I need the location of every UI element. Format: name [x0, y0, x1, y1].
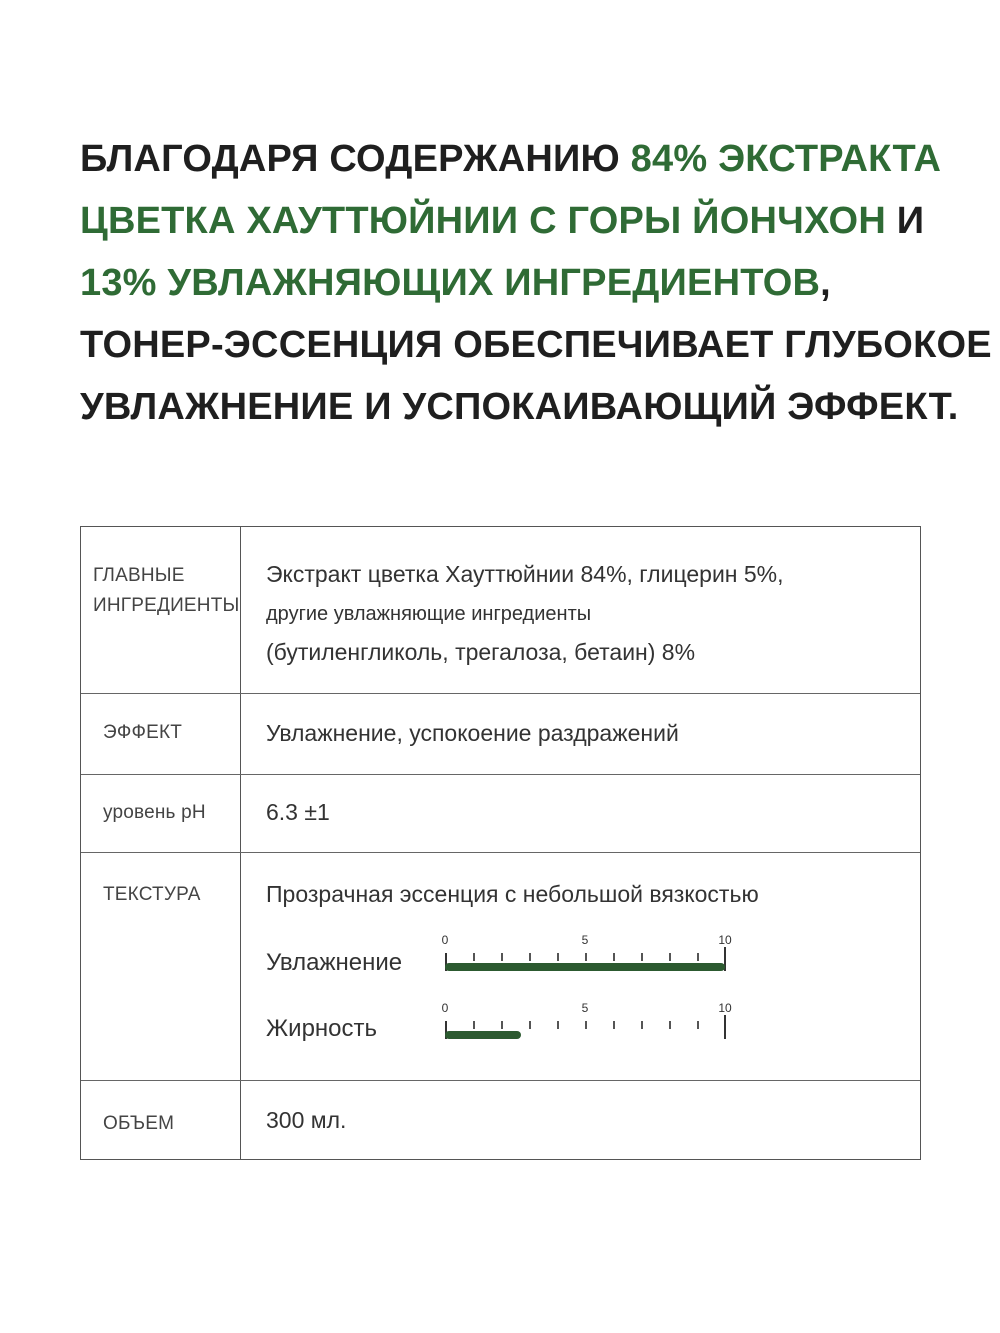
headline-line-3: 13% УВЛАЖНЯЮЩИХ ИНГРЕДИЕНТОВ,	[80, 262, 831, 304]
headline-line-1: БЛАГОДАРЯ СОДЕРЖАНИЮ 84% ЭКСТРАКТА	[80, 138, 942, 180]
scale-tick	[501, 953, 503, 961]
row-value: 300 мл.	[266, 1107, 347, 1133]
headline-highlight: ЦВЕТКА ХАУТТЮЙНИИ С ГОРЫ ЙОНЧХОН	[80, 200, 886, 242]
headline-highlight: 84% ЭКСТРАКТА	[630, 138, 942, 180]
meter-label-oiliness: Жирность	[266, 1015, 378, 1042]
scale-tick	[529, 1021, 531, 1029]
scale-tick	[613, 953, 615, 961]
scale-tick	[641, 953, 643, 961]
row-label: ТЕКСТУРА	[103, 884, 201, 905]
row-volume	[81, 1081, 920, 1161]
row-ph	[81, 775, 920, 853]
scale-number: 5	[581, 1001, 589, 1015]
meter-bar	[445, 1031, 521, 1039]
scale-tick	[585, 953, 587, 961]
scale-number: 10	[718, 1001, 732, 1015]
scale-tick	[473, 953, 475, 961]
scale-tick	[501, 1021, 503, 1029]
headline-line-5: УВЛАЖНЕНИЕ И УСПОКАИВАЮЩИЙ ЭФФЕКТ.	[80, 386, 959, 428]
scale-number: 0	[441, 1001, 449, 1015]
scale-tick	[557, 1021, 559, 1029]
row-value: Прозрачная эссенция с небольшой вязкостью	[266, 881, 759, 907]
scale-tick	[529, 953, 531, 961]
row-value: Экстракт цветка Хауттюйнии 84%, глицерин 5%, другие увлажняющие ингредиенты (бутиленгликоль, трегалоза, бетаин) 8%	[266, 561, 784, 665]
scale-number: 10	[718, 933, 732, 947]
scale-tick	[669, 1021, 671, 1029]
row-label: уровень pH	[103, 802, 206, 823]
row-ingredients	[81, 527, 920, 694]
headline-line-4: ТОНЕР-ЭССЕНЦИЯ ОБЕСПЕЧИВАЕТ ГЛУБОКОЕ	[80, 324, 992, 366]
scale-tick	[585, 1021, 587, 1029]
scale-tick	[669, 953, 671, 961]
row-value: Увлажнение, успокоение раздражений	[266, 720, 679, 746]
row-texture	[81, 853, 920, 1081]
scale-tick	[697, 1021, 699, 1029]
meter-bar	[445, 963, 725, 971]
scale-tick	[641, 1021, 643, 1029]
headline-highlight: 13% УВЛАЖНЯЮЩИХ ИНГРЕДИЕНТОВ	[80, 262, 821, 304]
headline	[80, 128, 992, 438]
scale-tick	[557, 953, 559, 961]
scale-number: 0	[441, 933, 449, 947]
scale-tick	[697, 953, 699, 961]
scale-tick	[473, 1021, 475, 1029]
headline-line-2: ЦВЕТКА ХАУТТЮЙНИИ С ГОРЫ ЙОНЧХОН И	[80, 200, 925, 242]
row-value: 6.3 ±1	[266, 799, 330, 825]
scale-end-line	[724, 1015, 726, 1039]
meter-label-moisture: Увлажнение	[266, 949, 403, 976]
meter-moisture	[441, 933, 732, 983]
row-label: ЭФФЕКТ	[103, 722, 183, 743]
scale-number: 5	[581, 933, 589, 947]
scale-tick	[613, 1021, 615, 1029]
spec-table	[80, 526, 921, 1160]
meter-oiliness	[441, 1001, 732, 1051]
row-label: ОБЪЕМ	[103, 1113, 175, 1134]
row-label: ГЛАВНЫЕ ИНГРЕДИЕНТЫ	[93, 565, 240, 616]
row-effect	[81, 694, 920, 775]
